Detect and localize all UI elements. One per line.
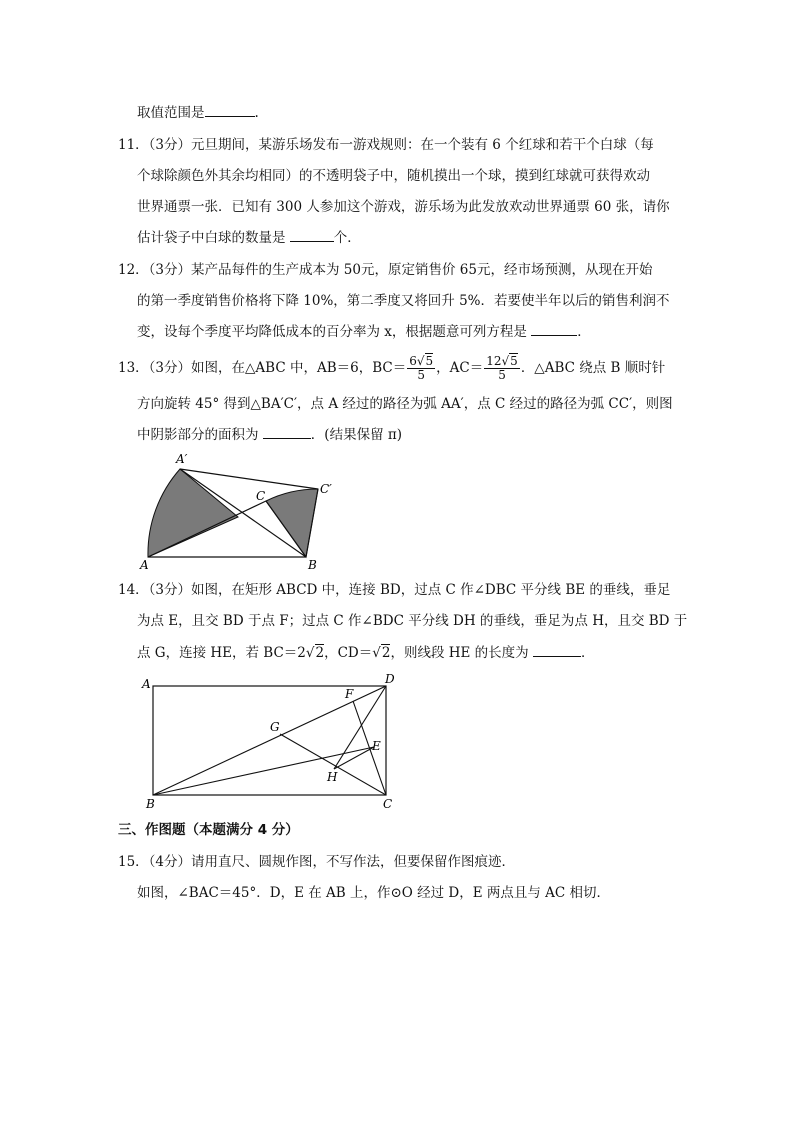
bc-den: 5 [417, 368, 425, 382]
q13-text: ，AC＝ [436, 360, 484, 376]
q11-text-end: 个． [333, 230, 361, 246]
q13-text: 中阴影部分的面积为 [137, 427, 263, 443]
q13-line-3 [137, 425, 402, 445]
radicand-2: 2 [381, 645, 391, 661]
q11-line-2: 个球除颜色外其余均相同）的不透明袋子中，随机摸出一个球，摸到红球就可获得欢动 [137, 168, 650, 184]
q13-figure [130, 445, 350, 575]
label-a: A [142, 677, 151, 691]
ac-coef: 12 [486, 354, 502, 368]
answer-blank [263, 425, 311, 439]
q14-figure [140, 670, 405, 812]
q12-text: 变，设每个季度平均降低成本的百分率为 x，根据题意可列方程是 [137, 324, 532, 340]
radicand-1: 2 [315, 645, 325, 661]
segment-bd [153, 686, 386, 795]
q13-text: ．△ABC 绕点 B 顺时针 [520, 360, 666, 376]
q11-line-1: 11．（3分）元旦期间，某游乐场发布一游戏规则：在一个装有 6 个红球和若干个白球（每 [118, 137, 654, 153]
q13-text: 13．（3分）如图，在△ABC 中，AB＝6，BC＝ [118, 360, 407, 376]
ac-radicand: 5 [510, 354, 518, 368]
answer-blank [290, 228, 334, 242]
segment-be [153, 747, 374, 795]
q12-line-2: 的第一季度销售价格将下降 10%，第二季度又将回升 5%．若要使半年以后的销售利润不 [137, 293, 670, 309]
q10-end: . [254, 105, 259, 121]
bc-radicand: 5 [425, 354, 434, 368]
q14-line-2: 为点 E，且交 BD 于点 F；过点 C 作∠BDC 平分线 DH 的垂线，垂足为点 H，且交 BD 于 [137, 613, 688, 629]
q11-line-3: 世界通票一张．已知有 300 人参加这个游戏，游乐场为此发放欢动世界通票 60 张，请你 [137, 199, 670, 215]
shaded-region-left [148, 469, 238, 557]
q12-line-3 [137, 322, 591, 342]
q13-line-2: 方向旋转 45° 得到△BA′C′，点 A 经过的路径为弧 AA′，点 C 经过的路径为弧 CC′，则图 [137, 396, 673, 412]
label-b: B [146, 797, 155, 811]
q14-text: 点 G，连接 HE，若 BC＝2 [137, 645, 306, 661]
q14-text-end: ． [580, 645, 595, 661]
q12-text-end: ． [577, 324, 591, 340]
segment-he [334, 747, 374, 769]
fraction-ac: $\frac{12√5}{5}$ [486, 354, 518, 382]
q14-line-1: 14．（3分）如图，在矩形 ABCD 中，连接 BD，过点 C 作∠DBC 平分线 BE 的垂线，垂足 [118, 582, 671, 598]
q15-line-1: 15．（4分）请用直尺、圆规作图，不写作法，但要保留作图痕迹． [118, 854, 516, 870]
segment-cf [353, 701, 386, 795]
q10-continuation [137, 103, 259, 123]
label-a: A [140, 558, 149, 572]
label-h: H [327, 770, 338, 784]
label-g: G [270, 720, 280, 734]
label-a-prime: A′ [176, 452, 188, 466]
answer-blank [205, 103, 255, 117]
answer-blank [533, 643, 581, 657]
ac-den: 5 [498, 368, 506, 382]
section-title: 三、作图题（本题满分 4 分） [118, 822, 299, 838]
q15-line-2: 如图，∠BAC＝45°．D，E 在 AB 上，作⊙O 经过 D，E 两点且与 AC 相切． [137, 885, 611, 901]
q11-line-4 [137, 228, 361, 248]
label-b: B [308, 558, 317, 572]
q12-line-1: 12．（3分）某产品每件的生产成本为 50元，原定销售价 65元，经市场预测，从现在开始 [118, 262, 653, 278]
label-e: E [372, 739, 381, 753]
label-c: C [256, 489, 266, 503]
q11-text: 估计袋子中白球的数量是 [137, 230, 290, 246]
q13-text-end: ．(结果保留 π) [310, 427, 402, 443]
q14-text: ，则线段 HE 的长度为 [390, 645, 533, 661]
q13-line-1 [118, 355, 665, 382]
q14-line-3: 点 G，连接 HE，若 BC＝2√2，CD＝√2，则线段 HE 的长度为 ． [137, 645, 595, 661]
label-c: C [383, 797, 393, 811]
bc-coef: 6 [409, 354, 417, 368]
label-f: F [345, 687, 354, 701]
fraction-bc: $\frac{6√5}{5}$ [409, 354, 434, 382]
answer-blank [531, 322, 577, 336]
label-c-prime: C′ [320, 482, 332, 496]
q14-text: ，CD＝ [324, 645, 373, 661]
q10-text: 取值范围是 [137, 105, 205, 121]
label-d: D [385, 672, 395, 686]
